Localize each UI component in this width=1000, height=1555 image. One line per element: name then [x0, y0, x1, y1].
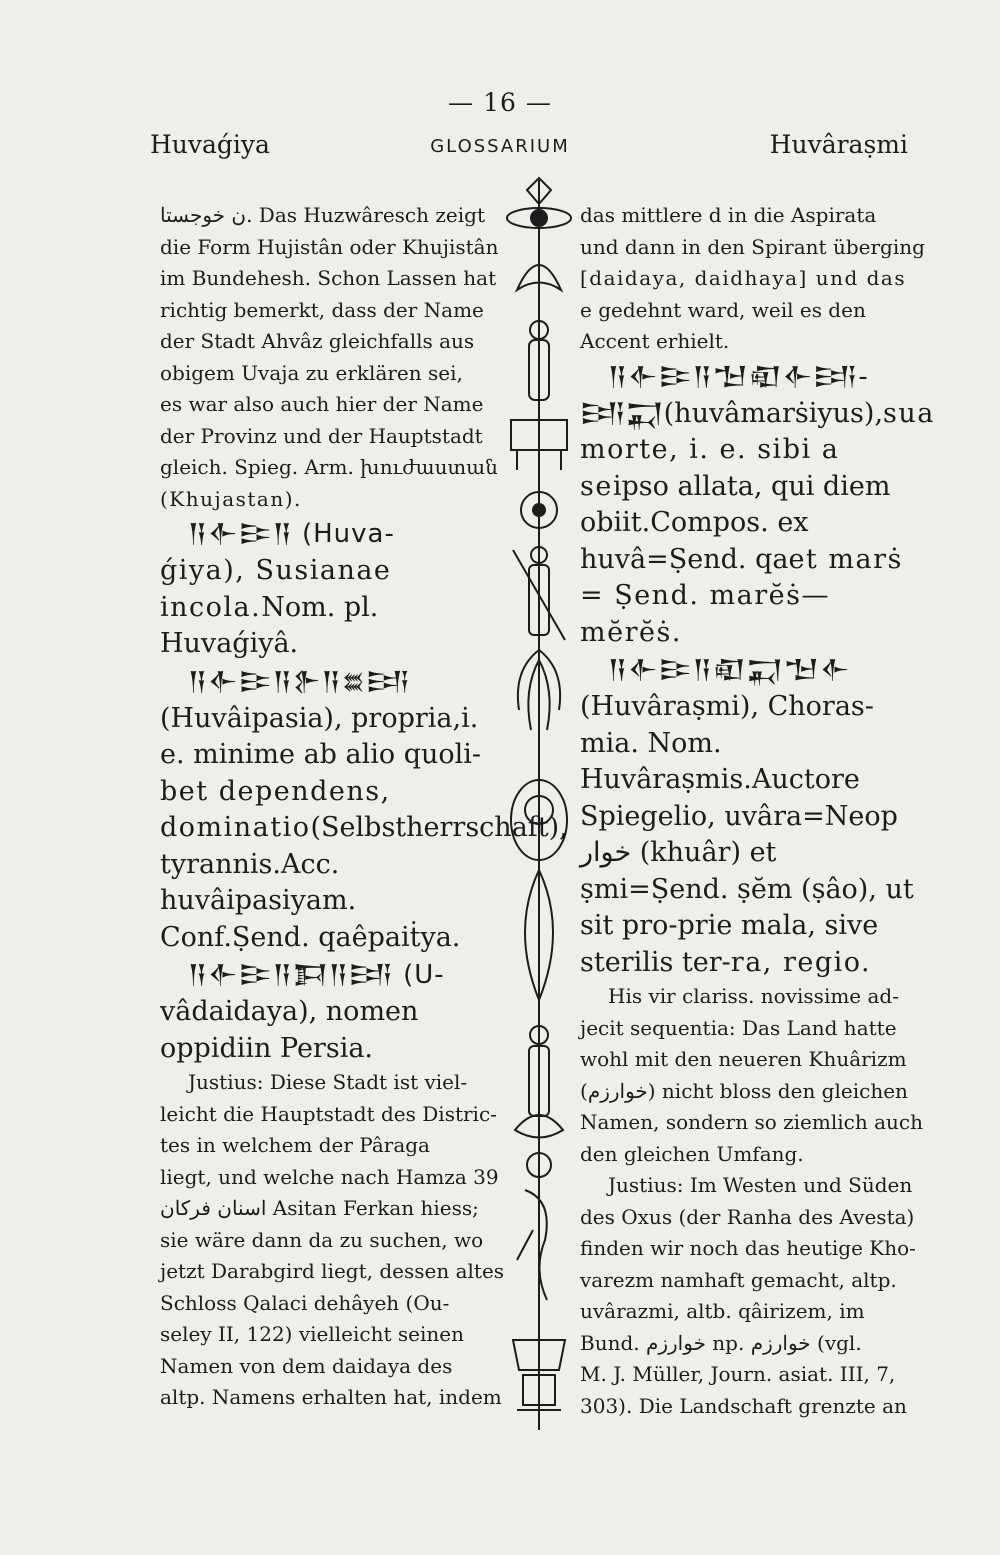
running-head-left: Huvaǵiya: [150, 130, 270, 159]
right-column-line: 303). Die Landschaft grenzte an: [580, 1393, 907, 1418]
right-column-line: Ṣend. ṣĕm (ṣâo), ut sit pro-: [580, 873, 914, 941]
right-column-line: den gleichen Umfang.: [580, 1141, 804, 1166]
left-column-line: liegt, und welche nach Hamza 39: [160, 1164, 499, 1189]
right-column-line: 𒀀𒅆𒄿𒀀𒈠𒊏𒅆𒅀-: [608, 361, 869, 392]
running-head-center: GLOSSARIUM: [430, 136, 570, 157]
right-column-line: e gedehnt ward, weil es den: [580, 297, 866, 322]
left-column-line: seley II, 122) vielleicht seinen: [160, 1322, 464, 1346]
left-column-line: der Provinz und der Hauptstadt: [160, 423, 483, 448]
right-column-line: Auctore Spiegelio, uvâra=: [580, 764, 860, 832]
left-column-line: Namen von dem daidaya des: [160, 1353, 453, 1378]
left-column-line: gleich. Spieg. Arm. խուժաստան: [160, 455, 498, 479]
right-column-line: (خوارزم) nicht bloss den gleichen: [580, 1078, 908, 1103]
right-column-line: His vir clariss. novissime ad-: [608, 984, 899, 1008]
right-column-line: des Oxus (der Ranha des Avesta): [580, 1204, 915, 1229]
right-column-line: ra, regio.: [730, 946, 872, 978]
right-column-line: finden wir noch das heutige Kho-: [580, 1236, 916, 1260]
right-column-line: Neop خوار (khuâr) et ṣmi=: [580, 800, 898, 905]
left-column-line: richtig bemerkt, dass der Name: [160, 297, 484, 322]
left-column-line: (Huvâipasia), propria,: [160, 702, 462, 734]
left-column-line: (Selbstherrschaft), tyrannis.: [160, 812, 568, 880]
left-column: [160, 200, 568, 1414]
left-column-line: jetzt Darabgird liegt, dessen altes: [160, 1259, 505, 1283]
right-column-line: das mittlere d in die Aspirata: [580, 203, 877, 227]
left-column-line: 𒀀𒅆𒄿𒀀𒉿𒀀𒊺𒅀: [188, 666, 412, 697]
left-column-line: leicht die Hauptstadt des Distric-: [160, 1101, 497, 1126]
right-column-line: et marṡ = Ṣend. marĕṡ—: [580, 543, 903, 611]
right-column-line: (Huvâraṣmi), Choras-: [580, 691, 874, 722]
right-column-line: Justius: Im Westen und Süden: [608, 1173, 913, 1197]
left-column-line: obigem Uvaja zu erklären sei,: [160, 360, 463, 385]
left-column-line: tes in welchem der Pâraga: [160, 1133, 430, 1157]
right-column-line: M. J. Müller, Journ. asiat. III, 7,: [580, 1362, 896, 1386]
left-column-line: es war also auch hier der Name: [160, 392, 484, 416]
right-column-line: und dann in den Spirant überging: [580, 234, 925, 259]
left-column-line: im Bundehesh. Schon Lassen hat: [160, 266, 497, 290]
right-column-line: [daidaya, daidhaya] und das: [580, 266, 907, 290]
left-column-line: Justius: Diese Stadt ist viel-: [188, 1070, 468, 1094]
left-column-line: der Stadt Ahvâz gleichfalls aus: [160, 329, 475, 353]
left-column-line: bet dependens, dominatio: [160, 775, 391, 843]
left-column-line: Schloss Qalaci dehâyeh (Ou-: [160, 1290, 450, 1315]
right-column-line: mĕrĕṡ.: [580, 616, 682, 648]
right-column-line: mia. Nom. Huvâraṣmis.: [580, 727, 752, 795]
right-column-line: Namen, sondern so ziemlich auch: [580, 1110, 923, 1134]
right-column-line: 𒅀𒍑(huvâmarṡiyus),: [580, 397, 884, 429]
left-column-line: 𒀀𒅆𒄿𒀀𒁕𒀀𒅀 (U-: [188, 960, 445, 990]
right-column-line: Compos. ex huvâ=Ṣend. qa: [580, 507, 809, 575]
left-column-line: Ṣend. qaêpaiṫya.: [231, 921, 461, 953]
left-column-line: Acc. huvâipasiyam. Conf.: [160, 848, 357, 953]
right-column-line: ipso allata, qui diem obiit.: [580, 470, 891, 538]
left-column-line: اسنان فركان Asitan Ferkan hiess;: [160, 1196, 479, 1220]
right-column-line: sua morte, i. e. sibi a se: [580, 397, 935, 502]
right-column-line: Accent erhielt.: [580, 329, 730, 353]
left-column-line: Nom. pl. Huvaǵiyâ.: [160, 591, 379, 659]
right-column-line: wohl mit den neueren Khuârizm: [580, 1047, 907, 1071]
left-column-line: die Form Hujistân oder Khujistân: [160, 234, 499, 259]
page-number: — 16 —: [448, 88, 552, 117]
right-column-line: 𒀀𒅆𒄿𒀀𒊏𒍑𒈠𒅆: [608, 655, 851, 685]
right-column-line: varezm namhaft gemacht, altp.: [580, 1267, 897, 1292]
left-column-line: ن خوجستا. Das Huzwâresch zeigt: [160, 203, 485, 227]
right-column-line: prie mala, sive sterilis ter-: [580, 910, 879, 978]
left-column-line: (Khujastan).: [160, 486, 302, 511]
left-column-line: vâdaidaya), nomen oppidi: [160, 996, 419, 1064]
left-column-line: sie wäre dann da zu suchen, wo: [160, 1227, 484, 1252]
left-column-line: 𒀀𒅆𒄿𒀀 (Huva-: [188, 519, 395, 549]
running-head-right: Huvâraṣmi: [769, 130, 908, 159]
left-column-line: in Persia.: [245, 1032, 374, 1064]
right-column: [580, 200, 935, 1422]
ornamental-column-illustration: [503, 170, 575, 1440]
left-column-line: ǵiya), Susianae incola.: [160, 555, 392, 623]
left-column-line: altp. Namens erhalten hat, indem: [160, 1385, 502, 1409]
right-column-line: uvârazmi, altb. qâirizem, im: [580, 1299, 865, 1323]
left-column-line: i. e. minime ab alio quoli-: [160, 702, 482, 770]
right-column-line: jecit sequentia: Das Land hatte: [580, 1015, 897, 1040]
right-column-line: Bund. خوارزم np. خوارزم (vgl.: [580, 1330, 862, 1355]
